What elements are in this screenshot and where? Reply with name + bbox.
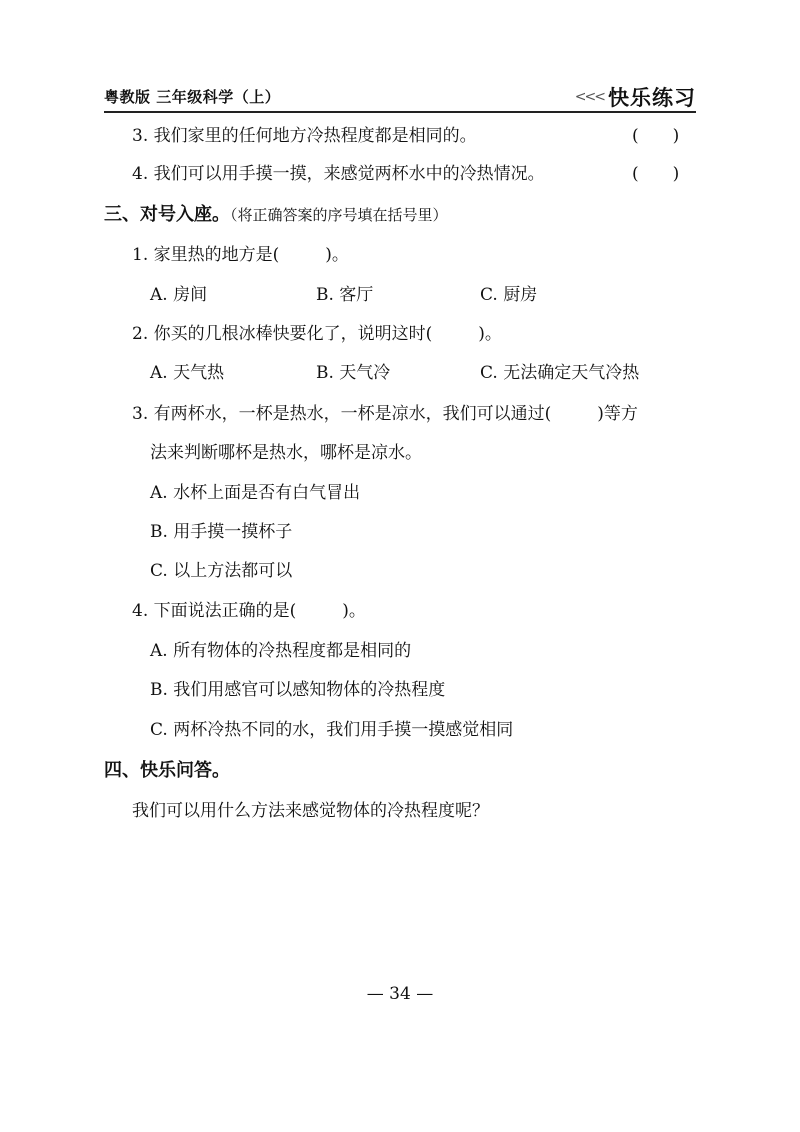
qa-question: 我们可以用什么方法来感觉物体的冷热程度呢？ (132, 801, 489, 821)
mc-3-option-a: A. 水杯上面是否有白气冒出 (150, 483, 361, 503)
mc-4-option-c: C. 两杯冷热不同的水，我们用手摸一摸感觉相同 (150, 720, 514, 740)
mc-question-2-stem-end: )。 (478, 324, 502, 344)
mc-3-option-b: B. 用手摸一摸杯子 (150, 522, 293, 542)
page-number: — 34 — (366, 984, 434, 1004)
mc-3-option-c: C. 以上方法都可以 (150, 561, 293, 581)
mc-2-option-c: C. 无法确定天气冷热 (480, 363, 640, 383)
mc-1-option-c: C. 厨房 (480, 285, 538, 305)
mc-1-option-a: A. 房间 (150, 285, 208, 305)
judge-question-3: 3. 我们家里的任何地方冷热程度都是相同的。 (132, 126, 477, 146)
mc-question-3-stem: 3. 有两杯水，一杯是热水，一杯是凉水，我们可以通过( (132, 404, 552, 424)
mc-1-option-b: B. 客厅 (316, 285, 374, 305)
judge-answer-4: ( ) (632, 164, 680, 184)
mc-question-2-stem: 2. 你买的几根冰棒快要化了，说明这时( (132, 324, 433, 344)
section-3-note: （将正确答案的序号填在括号里） (230, 206, 448, 224)
mc-question-4-stem: 4. 下面说法正确的是( (132, 601, 297, 621)
judge-answer-3: ( ) (632, 126, 680, 146)
mc-question-3 (132, 399, 638, 424)
section-label: 快乐练习 (608, 86, 696, 110)
mc-question-4-stem-end: )。 (342, 601, 366, 621)
chevron-left-icon: <<< (574, 89, 604, 105)
mc-question-1-stem: 1. 家里热的地方是( (132, 245, 280, 265)
mc-question-1 (132, 240, 349, 265)
mc-question-1-stem-end: )。 (325, 245, 349, 265)
mc-question-3-stem-end: )等方 (597, 404, 638, 424)
page-header (104, 82, 696, 110)
judge-question-4: 4. 我们可以用手摸一摸，来感觉两杯水中的冷热情况。 (132, 164, 545, 184)
mc-4-option-b: B. 我们用感官可以感知物体的冷热程度 (150, 680, 446, 700)
header-rule (104, 111, 696, 113)
section-3-title: 三、对号入座。 (104, 204, 230, 225)
header-section-label (575, 82, 696, 112)
mc-2-option-b: B. 天气冷 (316, 363, 391, 383)
mc-question-3-line2: 法来判断哪杯是热水，哪杯是凉水。 (150, 443, 422, 463)
section-4-title: 四、快乐问答。 (104, 760, 230, 781)
mc-question-2 (132, 319, 502, 344)
mc-4-option-a: A. 所有物体的冷热程度都是相同的 (150, 641, 412, 661)
section-3-heading (104, 200, 448, 226)
mc-2-option-a: A. 天气热 (150, 363, 225, 383)
book-title: 粤教版 三年级科学（上） (104, 88, 281, 106)
mc-question-4 (132, 596, 366, 621)
